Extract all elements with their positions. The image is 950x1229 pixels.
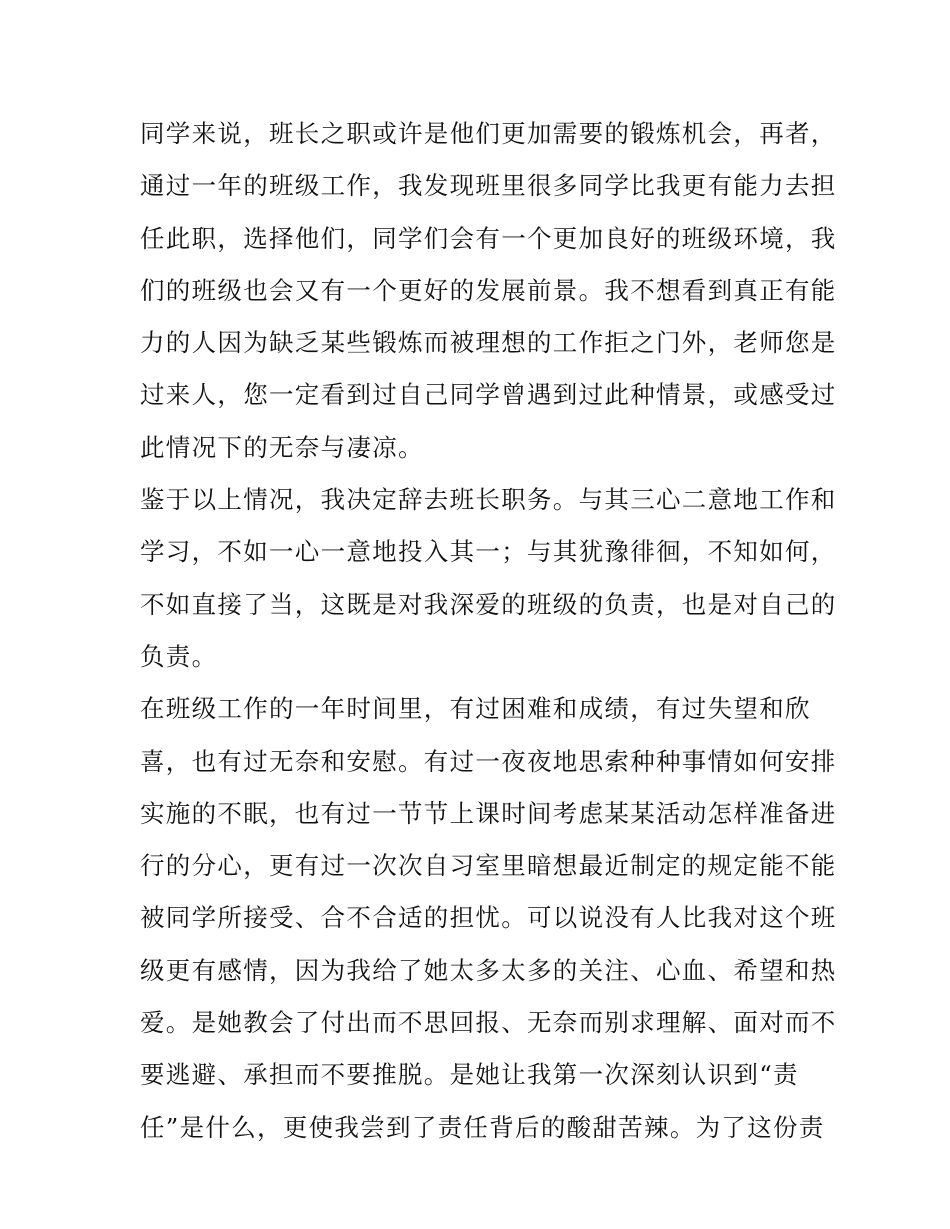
text-line: 同学来说，班长之职或许是他们更加需要的锻炼机会，再者，	[140, 119, 837, 148]
text-line: 力的人因为缺乏某些锻炼而被理想的工作拒之门外，老师您是	[140, 328, 837, 358]
text-line: 鉴于以上情况，我决定辞去班长职务。与其三心二意地工作和	[140, 485, 837, 515]
text-line: 被同学所接受、合不合适的担忧。可以说没有人比我对这个班	[140, 903, 837, 933]
text-line: 爱。是她教会了付出而不思回报、无奈而别求理解、面对而不	[140, 1008, 837, 1038]
text-line: 此情况下的无奈与凄凉。	[140, 432, 424, 462]
text-line: 通过一年的班级工作，我发现班里很多同学比我更有能力去担	[140, 171, 837, 201]
text-line: 负责。	[140, 641, 218, 671]
text-line: 学习，不如一心一意地投入其一；与其犹豫徘徊，不知如何，	[140, 537, 837, 567]
text-line: 级更有感情，因为我给了她太多太多的关注、心血、希望和热	[140, 955, 837, 985]
text-line: 过来人，您一定看到过自己同学曾遇到过此种情景，或感受过	[140, 380, 837, 410]
text-line: 任”是什么，更使我尝到了责任背后的酸甜苦辣。为了这份责	[140, 1112, 825, 1142]
text-line: 不如直接了当，这既是对我深爱的班级的负责，也是对自己的	[140, 589, 837, 619]
text-line: 实施的不眠，也有过一节节上课时间考虑某某活动怎样准备进	[140, 798, 837, 828]
text-line: 在班级工作的一年时间里，有过困难和成绩，有过失望和欣	[140, 694, 811, 724]
text-line: 要逃避、承担而不要推脱。是她让我第一次深刻认识到“责	[140, 1060, 799, 1090]
text-line: 任此职，选择他们，同学们会有一个更加良好的班级环境，我	[140, 223, 837, 253]
body-text	[140, 108, 837, 1154]
text-line: 们的班级也会又有一个更好的发展前景。我不想看到真正有能	[140, 275, 837, 305]
text-line: 喜，也有过无奈和安慰。有过一夜夜地思索种种事情如何安排	[140, 746, 837, 776]
text-line: 行的分心，更有过一次次自习室里暗想最近制定的规定能不能	[140, 851, 837, 881]
